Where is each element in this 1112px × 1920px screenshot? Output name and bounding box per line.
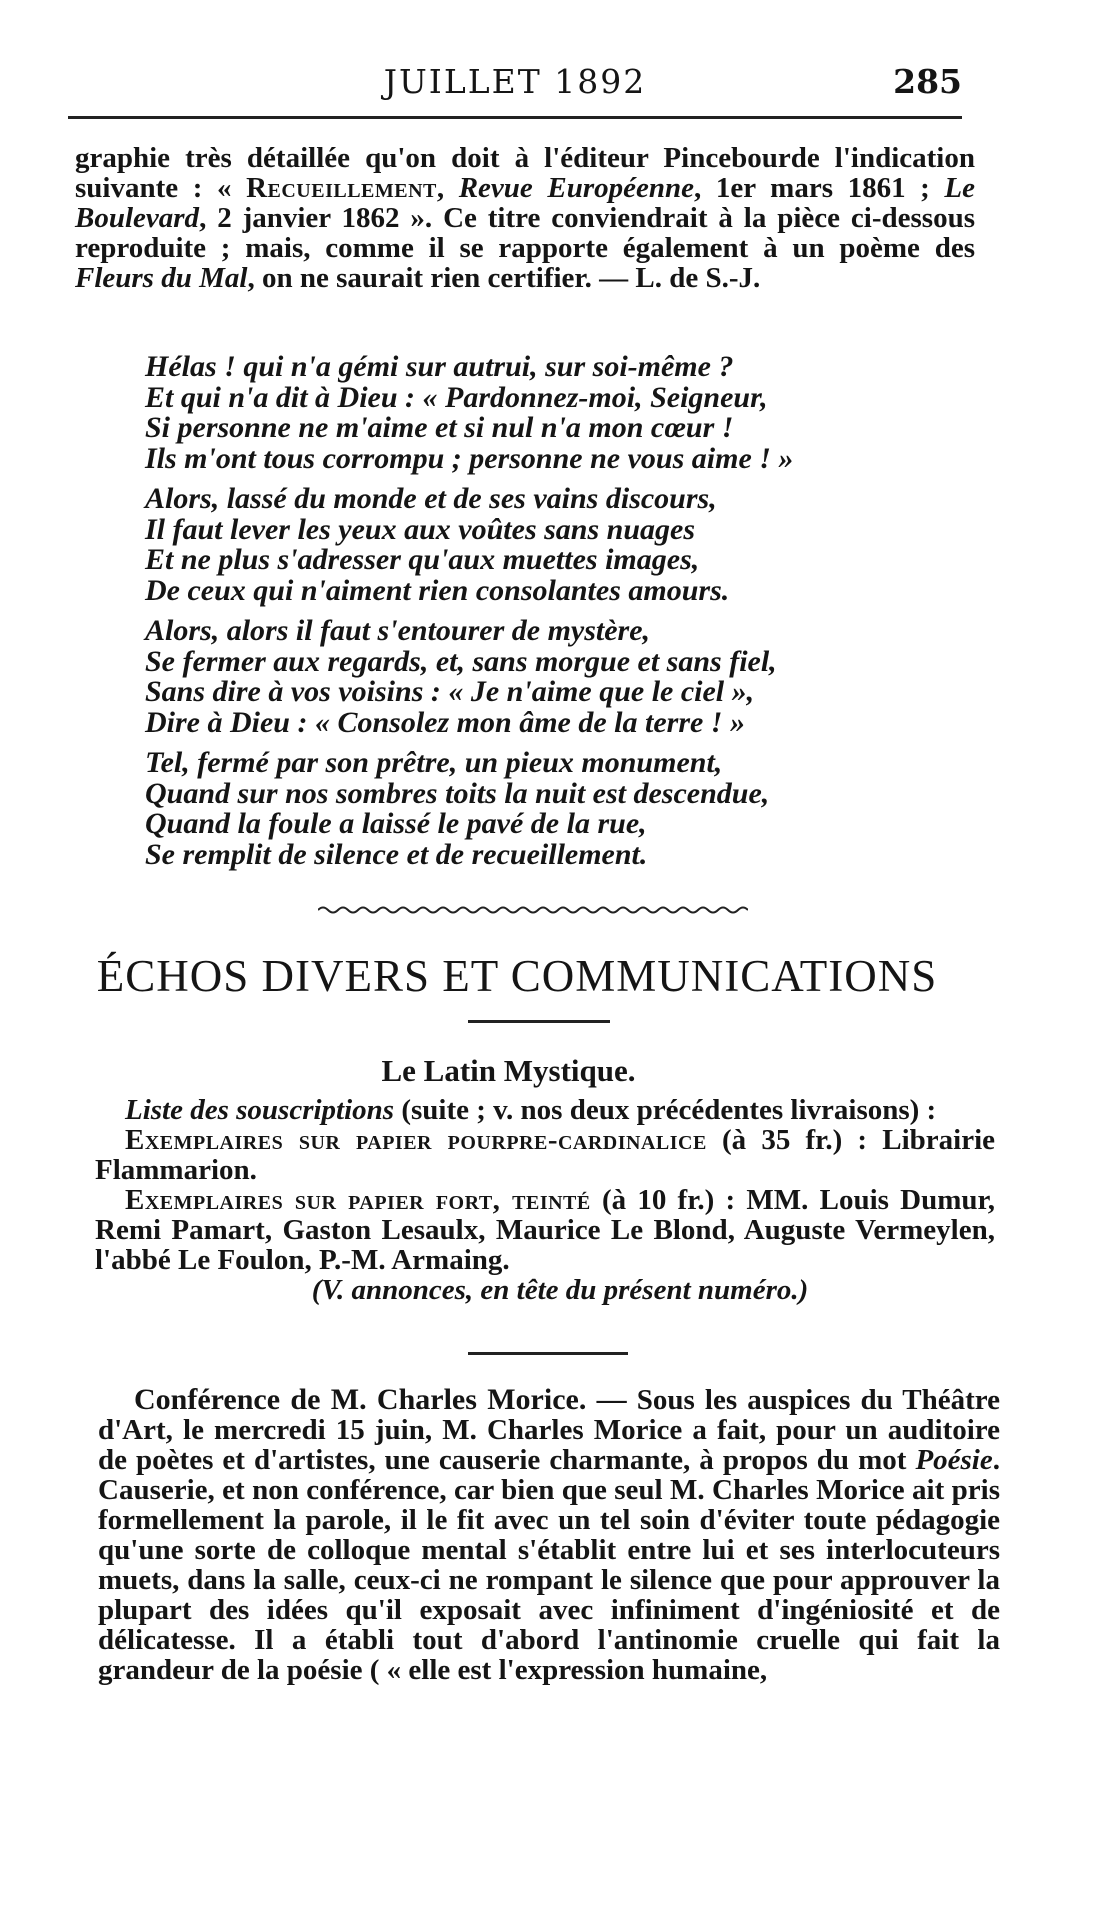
poem-line: Si personne ne m'aime et si nul n'a mon cœur !	[145, 411, 734, 444]
page-number: 285	[893, 62, 962, 101]
intro-revue-title: Revue Européenne	[458, 172, 695, 204]
latin-end-rule	[468, 1352, 628, 1355]
latin-fort-paragraph	[95, 1185, 995, 1275]
intro-text-5: , on ne saurait rien certifier. — L. de S.-J.	[247, 262, 761, 294]
latin-fort-rest: (à 10 fr.) : MM. Louis Dumur, Remi Pamart, Gaston Lesaulx, Maurice Le Blond, Auguste Vermeylen, l'abbé Le Foulon, P.-M. Armaing.	[95, 1184, 995, 1276]
poem-line: Quand sur nos sombres toits la nuit est descendue,	[145, 776, 770, 810]
poem-stanza-4	[145, 748, 1025, 870]
poem-line: Ils m'ont tous corrompu ; personne ne vous aime ! »	[145, 441, 794, 475]
header-rule	[68, 116, 962, 119]
poem-line: Se remplit de silence et de recueillement.	[145, 837, 648, 871]
latin-pourpre-label: Exemplaires sur papier pourpre-cardinalice	[125, 1124, 707, 1156]
poem-line: Il faut lever les yeux aux voûtes sans nuages	[145, 512, 696, 546]
latin-liste-italic: Liste des souscriptions	[125, 1094, 395, 1126]
intro-text-4: , 2 janvier 1862 ». Ce titre conviendrait à la pièce ci-dessous reproduite ; mais, comme il se rapporte également à un poème des	[75, 202, 975, 264]
poem-line: Sans dire à vos voisins : « Je n'aime que le ciel »,	[145, 675, 755, 708]
poem-stanza-1	[145, 352, 1025, 474]
latin-pourpre-paragraph	[95, 1125, 995, 1185]
poem-line: Alors, lassé du monde et de ses vains discours,	[145, 482, 717, 515]
poem-line: Dire à Dieu : « Consolez mon âme de la terre ! »	[145, 705, 745, 739]
latin-liste-paragraph	[95, 1095, 995, 1125]
section-title: ÉCHOS DIVERS ET COMMUNICATIONS	[96, 951, 938, 1001]
latin-fort-label: Exemplaires sur papier fort, teinté	[125, 1184, 591, 1216]
poem-line: Hélas ! qui n'a gémi sur autrui, sur soi-même ?	[145, 350, 734, 383]
intro-text-3: , 1er mars 1861 ;	[694, 172, 930, 204]
section-rule	[468, 1020, 610, 1023]
conference-text-1: Sous les auspices du Théâtre d'Art, le mercredi 15 juin, M. Charles Morice a fait, pour un auditoire de poètes et d'artistes, une causerie charmante, à propos du mot	[98, 1384, 1000, 1476]
intro-text-1: graphie très détaillée qu'on doit à l'éditeur Pincebourde l'indication suivante : «	[75, 142, 975, 204]
poem-line: Tel, fermé par son prêtre, un pieux monument,	[145, 746, 723, 779]
intro-text-2: ,	[436, 172, 445, 204]
intro-fleurs-title: Fleurs du Mal	[75, 262, 248, 294]
conference-poesie: Poésie	[915, 1444, 993, 1476]
latin-annonces: (V. annonces, en tête du présent numéro.)	[311, 1274, 809, 1306]
running-header	[68, 62, 962, 122]
intro-paragraph	[75, 143, 975, 293]
poem-stanza-2	[145, 484, 1025, 606]
conference-text-2: . Causerie, et non conférence, car bien que seul M. Charles Morice ait pris formellement la parole, il le fit avec un tel soin d'éviter toute pédagogie qu'une sorte de colloque mental s'établit entre lui et ses interlocuteurs muets, dans la salle, ceux-ci ne rompant le silence que pour approuver la plupart des idées qu'il exposait avec infiniment d'ingéniosité et de délicatesse. Il a établi tout d'abord l'antinomie cruelle qui fait la grandeur de la poésie ( « elle est l'expression humaine,	[98, 1444, 1000, 1686]
wavy-divider	[318, 904, 748, 916]
latin-section	[95, 1095, 995, 1305]
poem-line: Quand la foule a laissé le pavé de la rue,	[145, 807, 647, 840]
poem-line: Alors, alors il faut s'entourer de mystère,	[145, 614, 651, 647]
intro-recueillement: Recueillement	[246, 172, 437, 204]
poem-line: Et qui n'a dit à Dieu : « Pardonnez-moi, Seigneur,	[145, 380, 768, 414]
poem-stanza-3	[145, 616, 1025, 738]
conference-paragraph	[98, 1385, 1000, 1685]
poem	[145, 352, 1025, 880]
latin-title: Le Latin Mystique.	[381, 1053, 636, 1088]
poem-line: De ceux qui n'aiment rien consolantes amours.	[145, 573, 730, 607]
conference-lead: Conférence de M. Charles Morice. —	[134, 1383, 627, 1416]
latin-pourpre-rest: (à 35 fr.) : Librairie Flammarion.	[95, 1124, 995, 1186]
poem-line: Se fermer aux regards, et, sans morgue et sans fiel,	[145, 644, 777, 678]
intro-boulevard-title: Le Boulevard	[75, 172, 976, 234]
running-title: JUILLET 1892	[383, 62, 647, 101]
latin-liste-rest: (suite ; v. nos deux précédentes livraisons) :	[394, 1094, 937, 1126]
poem-line: Et ne plus s'adresser qu'aux muettes images,	[145, 543, 700, 576]
